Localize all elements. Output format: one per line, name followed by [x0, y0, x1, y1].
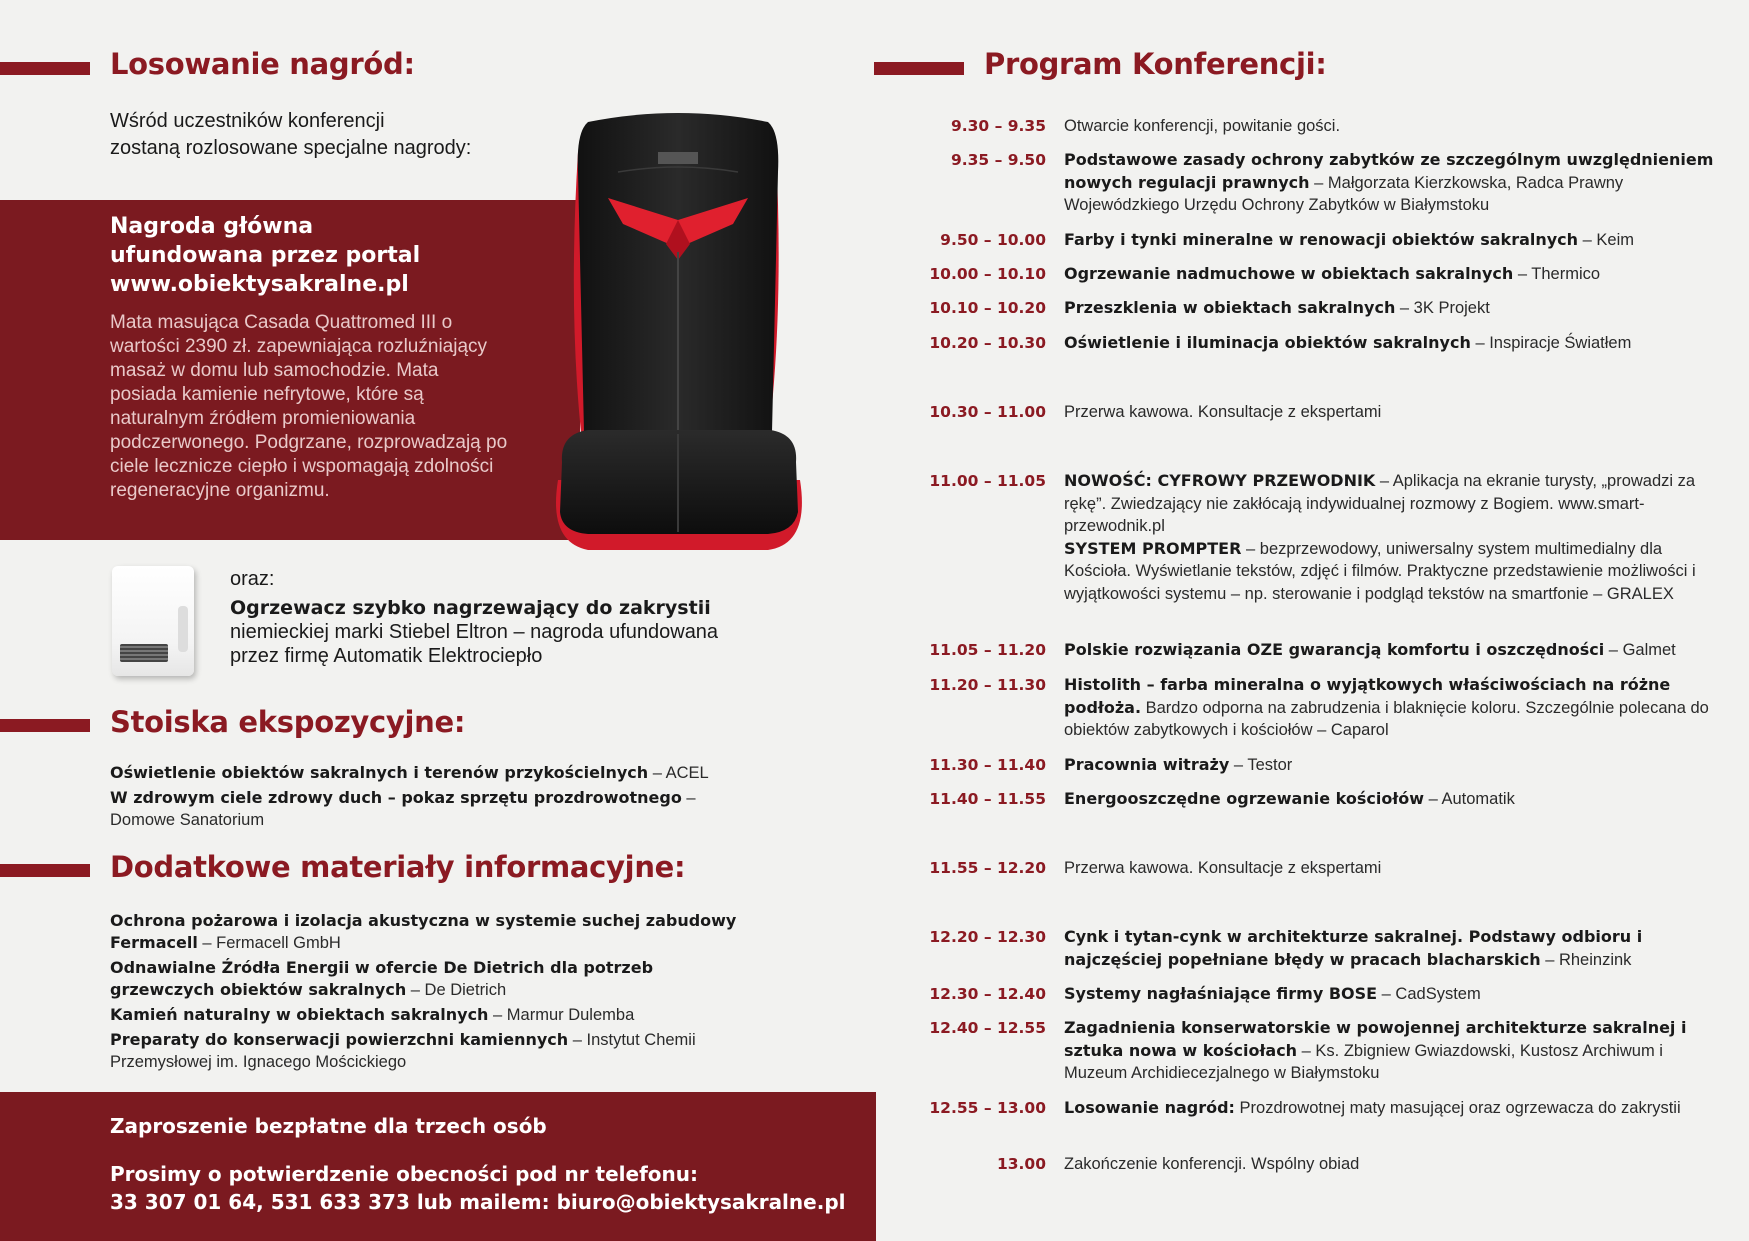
- schedule-time: 11.00 – 11.05: [929, 472, 1046, 490]
- main-prize-title: [110, 212, 550, 299]
- schedule-description: Farby i tynki mineralne w renowacji obiektów sakralnych – Keim: [1064, 230, 1634, 249]
- schedule-description: Systemy nagłaśniające firmy BOSE – CadSystem: [1064, 984, 1481, 1003]
- schedule-time: 11.40 – 11.55: [929, 790, 1046, 808]
- schedule-description: Zakończenie konferencji. Wspólny obiad: [1064, 1155, 1360, 1173]
- schedule-description: Polskie rozwiązania OZE gwarancją komfortu i oszczędności – Galmet: [1064, 640, 1676, 659]
- main-prize-line: Nagroda główna: [110, 214, 314, 239]
- schedule-description: Otwarcie konferencji, powitanie gości.: [1064, 117, 1341, 135]
- stands-list: [110, 762, 750, 834]
- materials-list: [110, 910, 750, 1076]
- contact-line: 33 307 01 64, 531 633 373 lub mailem: biuro@obiektysakralne.pl: [110, 1190, 846, 1214]
- schedule-time: 10.30 – 11.00: [929, 403, 1046, 421]
- prize-intro: [110, 108, 570, 162]
- schedule-time: 12.55 – 13.00: [929, 1099, 1046, 1117]
- schedule-description: Histolith – farba mineralna o wyjątkowych właściwościach na różne podłoża. Bardzo odporna na zabrudzenia i blaknięcie koloru. Szczególnie polecana do obiektów zabytkowych i kościołów – Caparol: [1064, 675, 1709, 739]
- list-item: Oświetlenie obiektów sakralnych i terenów przykościelnych – ACEL: [110, 763, 709, 782]
- invitation-title: Zaproszenie bezpłatne dla trzech osób: [110, 1114, 547, 1138]
- list-item: W zdrowym ciele zdrowy duch – pokaz sprzętu prozdrowotnego – Domowe Sanatorium: [110, 788, 696, 829]
- intro-line: Wśród uczestników konferencji: [110, 110, 385, 132]
- schedule-time: 9.35 – 9.50: [950, 151, 1046, 169]
- heater-icon: [112, 566, 194, 676]
- schedule-description: Losowanie nagród: Prozdrowotnej maty masującej oraz ogrzewacza do zakrystii: [1064, 1098, 1681, 1117]
- second-prize-line: niemieckiej marki Stiebel Eltron – nagroda ufundowana: [230, 621, 719, 643]
- main-prize-description: Mata masująca Casada Quattromed III o wartości 2390 zł. zapewniająca rozluźniający masaż w domu lub samochodzie. Mata posiada kamienie nefrytowe, które są naturalnym źródłem promieniowania podczerwonego. Podgrzane, rozprowadzają po ciele lecznicze ciepło i wspomagają zdolności regeneracyjne organizmu.: [110, 312, 508, 501]
- schedule-time: 10.00 – 10.10: [929, 265, 1046, 283]
- schedule-time: 12.20 – 12.30: [929, 928, 1046, 946]
- schedule-description: Ogrzewanie nadmuchowe w obiektach sakralnych – Thermico: [1064, 264, 1601, 283]
- schedule-time: 10.10 – 10.20: [929, 299, 1046, 317]
- schedule-time: 11.55 – 12.20: [929, 859, 1046, 877]
- heater-grille: [120, 644, 168, 662]
- intro-line: zostaną rozlosowane specjalne nagrody:: [110, 137, 472, 159]
- schedule-description: Przerwa kawowa. Konsultacje z ekspertami: [1064, 859, 1382, 877]
- list-item: Ochrona pożarowa i izolacja akustyczna w systemie suchej zabudowy Fermacell – Fermacell GmbH: [110, 911, 737, 952]
- invitation-contact: [110, 1160, 870, 1216]
- schedule-description: Pracownia witraży – Testor: [1064, 755, 1293, 774]
- schedule-description: Podstawowe zasady ochrony zabytków ze szczególnym uwzględnieniem nowych regulacji prawnych – Małgorzata Kierzkowska, Radca Prawny Wojewódzkiego Urzędu Ochrony Zabytków w Białymstoku: [1064, 150, 1714, 214]
- schedule-description: NOWOŚĆ: CYFROWY PRZEWODNIK – Aplikacja na ekranie turysty, „prowadzi za rękę”. Zwiedzający nie zakłócają indywidualnej rozmowy z Bogiem. www.smart-przewodnik.pl SYSTEM PROMPTER – bezprzewodowy, uniwersalny system multimedialny dla Kościoła. Wyświetlanie tekstów, zdjęć i filmów. Praktyczne przedstawienie możliwości i wyjątkowości systemu – np. sterowanie i podgląd tekstów na smartfonie – GRALEX: [1064, 471, 1696, 603]
- schedule-time: 9.30 – 9.35: [950, 117, 1046, 135]
- main-prize-url: www.obiektysakralne.pl: [110, 272, 409, 297]
- program-heading: Program Konferencji:: [984, 47, 1327, 81]
- heading-bar: [0, 719, 90, 732]
- schedule-time: 12.40 – 12.55: [929, 1019, 1046, 1037]
- schedule-description: Oświetlenie i iluminacja obiektów sakralnych – Inspiracje Światłem: [1064, 333, 1632, 352]
- stands-heading: Stoiska ekspozycyjne:: [110, 705, 466, 739]
- heading-bar: [0, 864, 90, 877]
- schedule-description: Przerwa kawowa. Konsultacje z ekspertami: [1064, 403, 1382, 421]
- heading-bar: [0, 62, 90, 75]
- heading-bar: [874, 62, 964, 75]
- schedule-time: 10.20 – 10.30: [929, 334, 1046, 352]
- schedule-time: 13.00: [996, 1155, 1046, 1173]
- second-prize-title: Ogrzewacz szybko nagrzewający do zakrystii: [230, 597, 711, 619]
- materials-heading: Dodatkowe materiały informacyjne:: [110, 850, 686, 884]
- list-item: Kamień naturalny w obiektach sakralnych – Marmur Dulemba: [110, 1005, 635, 1024]
- schedule-description: Cynk i tytan-cynk w architekturze sakralnej. Podstawy odbioru i najczęściej popełniane błędy w pracach blacharskich – Rheinzink: [1064, 927, 1643, 969]
- schedule-time: 11.30 – 11.40: [929, 756, 1046, 774]
- schedule-description: Zagadnienia konserwatorskie w powojennej architekturze sakralnej i sztuka nowa w kościołach – Ks. Zbigniew Gwiazdowski, Kustosz Archiwum i Muzeum Archidiecezjalnego w Białymstoku: [1064, 1018, 1687, 1082]
- schedule-time: 11.20 – 11.30: [929, 676, 1046, 694]
- schedule-time: 12.30 – 12.40: [929, 985, 1046, 1003]
- list-item: Preparaty do konserwacji powierzchni kamiennych – Instytut Chemii Przemysłowej im. Ignacego Mościckiego: [110, 1030, 696, 1071]
- schedule-description: Przeszklenia w obiektach sakralnych – 3K Projekt: [1064, 298, 1490, 317]
- schedule-time: 11.05 – 11.20: [929, 641, 1046, 659]
- schedule-time: 9.50 – 10.00: [940, 231, 1046, 249]
- second-prize: [230, 596, 790, 668]
- list-item: Odnawialne Źródła Energii w ofercie De Dietrich dla potrzeb grzewczych obiektów sakralnych – De Dietrich: [110, 958, 654, 999]
- massage-chair-icon: [548, 112, 808, 554]
- heater-knob: [178, 606, 188, 652]
- schedule-description: Energooszczędne ogrzewanie kościołów – Automatik: [1064, 789, 1515, 808]
- oraz-label: oraz:: [230, 568, 275, 590]
- main-prize-line: ufundowana przez portal: [110, 243, 421, 268]
- contact-line: Prosimy o potwierdzenie obecności pod nr telefonu:: [110, 1162, 698, 1186]
- prize-heading: Losowanie nagród:: [110, 47, 415, 81]
- second-prize-line: przez firmę Automatik Elektrociepło: [230, 645, 543, 667]
